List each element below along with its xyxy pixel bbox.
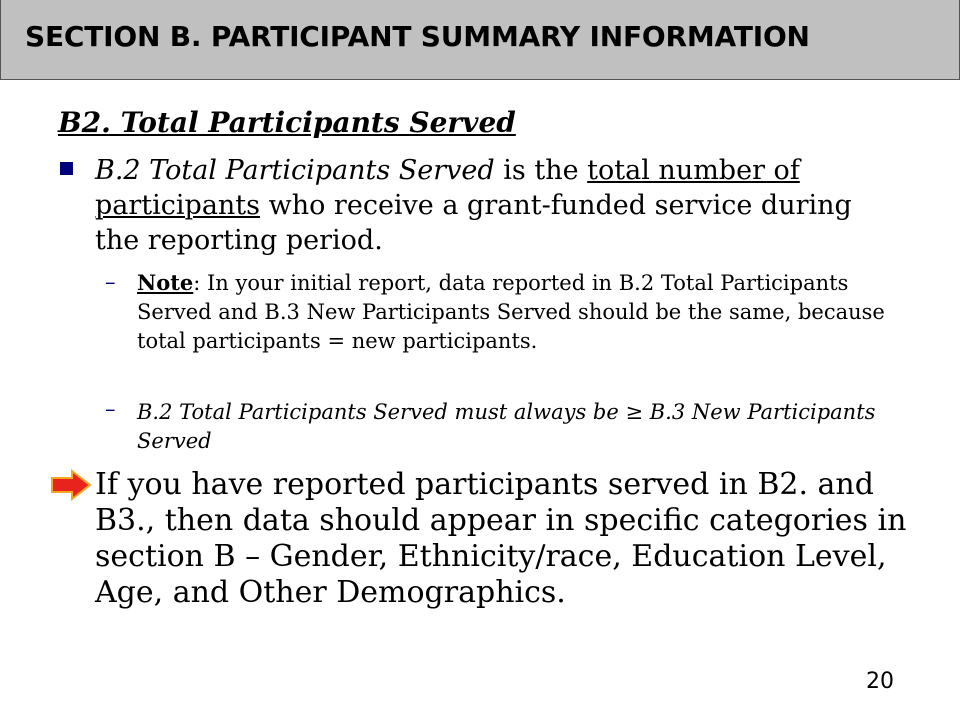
page-title: SECTION B. PARTICIPANT SUMMARY INFORMATION xyxy=(25,20,810,53)
dash-bullet-icon: – xyxy=(105,397,116,421)
dash-bullet-icon: – xyxy=(105,270,116,294)
square-bullet-icon xyxy=(60,162,73,175)
bullet-definition xyxy=(95,153,885,258)
sub-bullet-rule: B.2 Total Participants Served must always be ≥ B.3 New Participants Served xyxy=(137,400,876,453)
section-subheading: B2. Total Participants Served xyxy=(58,106,516,139)
note-label: Note xyxy=(137,270,194,295)
bullet-categories: If you have reported participants served in B2. and B3., then data should appear in specific categories in section B – Gender, Ethnicity/race, Education Level, Age, and Other Demographics. xyxy=(95,467,907,610)
bullet-text-b: who receive a grant-funded service during the reporting period. xyxy=(95,190,852,256)
sub-bullet-note xyxy=(137,268,897,356)
header-bar xyxy=(0,0,960,80)
bullet-term: B.2 Total Participants Served xyxy=(95,155,495,186)
note-text: : In your initial report, data reported in B.2 Total Participants Served and B.3 New Participants Served should be the same, because total participants = new participants. xyxy=(137,271,885,353)
bullet-text-a: is the xyxy=(494,155,588,186)
right-arrow-icon xyxy=(50,469,92,501)
bullet-underlined-text: total number of participants xyxy=(95,155,800,221)
page-number: 20 xyxy=(866,669,894,694)
